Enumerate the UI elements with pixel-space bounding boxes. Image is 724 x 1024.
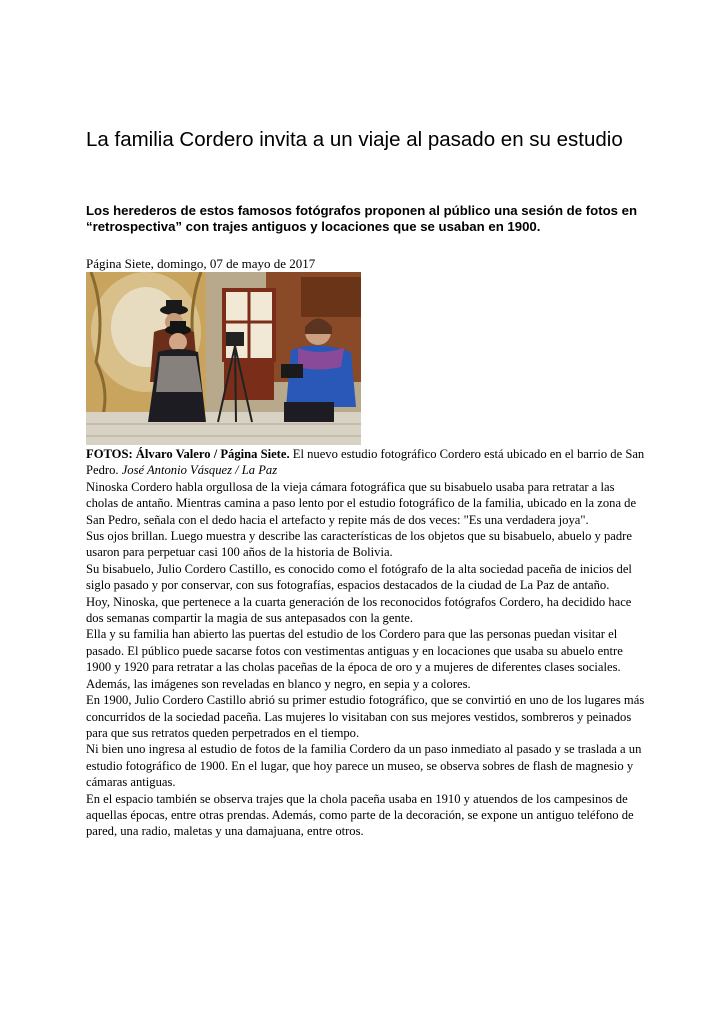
- caption-credit: FOTOS: Álvaro Valero / Página Siete.: [86, 447, 290, 461]
- photo-caption: [86, 446, 648, 479]
- paragraph: Ninoska Cordero habla orgullosa de la vieja cámara fotográfica que su bisabuelo usaba para retratar a las cholas de antaño. Mientras camina a paso lento por el estudio fotográfico de la familia, ubicado en la zona de San Pedro, señala con el dedo hacia el artefacto y repite más de dos veces: "Es una verdadera joya".: [86, 479, 637, 527]
- paragraph: Sus ojos brillan. Luego muestra y describe las características de los objetos que su bisabuelo, abuelo y padre usaron para perpetuar casi 100 años de la historia de Bolivia.: [86, 529, 632, 560]
- paragraph: Su bisabuelo, Julio Cordero Castillo, es conocido como el fotógrafo de la alta sociedad paceña de inicios del siglo pasado y por conservar, con sus fotografías, espacios destacados de la ciudad de La Paz de antaño.: [86, 561, 632, 593]
- article-dateline: Página Siete, domingo, 07 de mayo de 2017: [86, 256, 316, 271]
- paragraph: Ni bien uno ingresa al estudio de fotos de la familia Cordero da un paso inmediato al pasado y se traslada a un estudio fotográfico de 1900. En el lugar, que hoy parece un museo, se observa sobres de flash de magnesio y cámaras antiguas.: [86, 742, 642, 790]
- article-body: [86, 446, 648, 840]
- article-title: La familia Cordero invita a un viaje al pasado en su estudio: [86, 128, 623, 151]
- paragraph: Ella y su familia han abierto las puertas del estudio de los Cordero para que las personas puedan visitar el pasado. El público puede sacarse fotos con vestimentas antiguas y en locaciones que usaba su abuelo entre 1900 y 1920 para retratar a las cholas paceñas de la época de oro y a mujeres de diferentes clases sociales. Además, las imágenes son reveladas en blanco y negro, en sepia y a colores.: [86, 627, 623, 691]
- paragraph: Hoy, Ninoska, que pertenece a la cuarta generación de los reconocidos fotógrafos Cordero, ha decidido hace dos semanas compartir la magia de sus antepasados con la gente.: [86, 594, 632, 626]
- caption-text: El nuevo estudio fotográfico Cordero está ubicado en el barrio de San Pedro.: [86, 447, 645, 478]
- caption-byline: José Antonio Vásquez / La Paz: [121, 463, 278, 478]
- paragraph: En 1900, Julio Cordero Castillo abrió su primer estudio fotográfico, que se convirtió en uno de los lugares más concurridos de la sociedad paceña. Las mujeres lo visitaban con sus mejores vestidos, sombreros y peinados para que sus retratos queden perpetrados en el tiempo.: [86, 693, 645, 740]
- article-subtitle: Los herederos de estos famosos fotógrafos proponen al público una sesión de fotos en “retrospectiva” con trajes antiguos y locaciones que se usaban en 1900.: [86, 203, 638, 234]
- article-photo: [86, 272, 361, 445]
- paragraph: En el espacio también se observa trajes que la chola paceña usaba en 1910 y atuendos de los campesinos de aquellas épocas, entre otras prendas. Además, como parte de la decoración, se expone un antiguo teléfono de pared, una radio, maletas y una damajuana, entre otros.: [86, 791, 634, 839]
- studio-photo-illustration: [86, 272, 361, 445]
